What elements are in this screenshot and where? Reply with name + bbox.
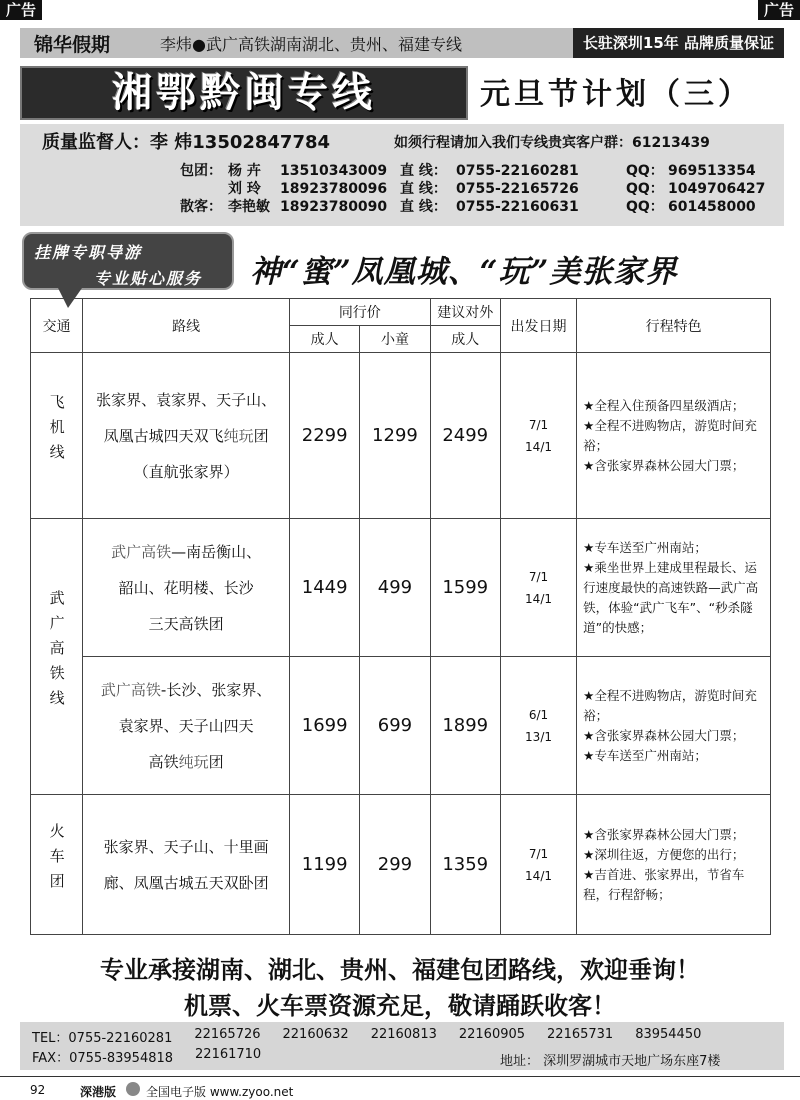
price-adult: 1449 xyxy=(290,519,360,657)
feature-cell xyxy=(577,353,771,519)
fax-main: FAX：0755-83954818 xyxy=(32,1051,174,1066)
feature-item: ★全程入住预备四星级酒店； xyxy=(583,397,745,413)
route-line: 韶山、花明楼、长沙 xyxy=(118,578,254,597)
header-suggested: 建议对外 xyxy=(430,299,500,326)
brand-line: 李炜●武广高铁湖南湖北、贵州、福建专线 xyxy=(160,34,462,54)
promo-line-2: 机票、火车票资源充足，敬请踊跃收客！ xyxy=(184,992,616,1020)
direct-label: 直 线： xyxy=(400,181,447,197)
date-cell xyxy=(500,657,576,795)
tel-number: 83954450 xyxy=(635,1027,702,1042)
price-adult: 1199 xyxy=(290,795,360,935)
contact-phone: 0755-22160281 xyxy=(456,163,579,179)
feature-item: ★全程不进购物店，游览时间充裕； xyxy=(583,687,757,723)
page-title: 湘鄂黔闽专线 xyxy=(112,69,376,116)
price-suggested: 1599 xyxy=(430,519,500,657)
feature-item: ★专车送至广州南站； xyxy=(583,539,707,555)
header-adult-suggested: 成人 xyxy=(430,326,500,353)
route-text: —南岳衡山、 xyxy=(171,542,262,561)
route-highlight: 纯玩 xyxy=(223,426,254,445)
fax-number: 22161710 xyxy=(195,1047,262,1062)
contact-label: 散客： xyxy=(180,199,222,215)
date: 14/1 xyxy=(525,868,552,883)
qq-label: QQ： xyxy=(626,199,664,215)
promo-line-1: 专业承接湖南、湖北、贵州、福建包团路线，欢迎垂询！ xyxy=(100,956,700,984)
price-child: 499 xyxy=(360,519,430,657)
header-child: 小童 xyxy=(360,326,430,353)
contact-grid xyxy=(180,162,788,216)
route-line: 张家界、天子山、十里画 xyxy=(103,837,269,856)
transport-label: 火车团 xyxy=(47,823,66,898)
date: 7/1 xyxy=(528,417,549,432)
footer-contact xyxy=(20,1022,784,1070)
qq-label: QQ： xyxy=(626,163,664,179)
route-line: 袁家界、天子山四天 xyxy=(118,716,254,735)
transport-label: 武广高铁线 xyxy=(47,590,66,715)
route-line: 张家界、袁家界、天子山、 xyxy=(96,390,277,409)
price-suggested: 2499 xyxy=(430,353,500,519)
table-row xyxy=(31,795,771,935)
route-text: 凤凰古城四天双飞 xyxy=(103,426,224,445)
feature-item: ★含张家界森林公园大门票； xyxy=(583,727,745,743)
transport-cell xyxy=(31,795,83,935)
contact-name: 刘 玲 xyxy=(228,181,261,197)
route-line: 三天高铁团 xyxy=(148,614,224,633)
feature-cell xyxy=(577,519,771,657)
date: 6/1 xyxy=(528,707,549,722)
feature-item: ★专车送至广州南站； xyxy=(583,747,707,763)
date-cell xyxy=(500,353,576,519)
header-adult: 成人 xyxy=(290,326,360,353)
route-table xyxy=(30,298,771,935)
title-box xyxy=(20,66,468,120)
date: 13/1 xyxy=(525,729,552,744)
contact-row xyxy=(180,198,788,216)
route-line xyxy=(87,672,285,708)
contact-row xyxy=(180,162,788,180)
tel-number: 22160632 xyxy=(282,1027,349,1042)
date: 14/1 xyxy=(525,591,552,606)
date: 7/1 xyxy=(528,846,549,861)
brand-name: 锦华假期 xyxy=(34,33,111,56)
contact-mobile: 13510343009 xyxy=(280,163,388,179)
tel-number: 22165726 xyxy=(194,1027,261,1042)
transport-cell xyxy=(31,353,83,519)
header-peer-price: 同行价 xyxy=(290,299,431,326)
header-route: 路线 xyxy=(83,299,290,353)
contact-row xyxy=(180,180,788,198)
route-text: -长沙、张家界、 xyxy=(160,680,272,699)
date-cell xyxy=(500,795,576,935)
route-highlight: 武广高铁 xyxy=(100,680,161,699)
guide-bubble xyxy=(22,232,234,290)
route-line: 廊、凤凰古城五天双卧团 xyxy=(103,873,269,892)
transport-cell xyxy=(31,519,83,795)
tel-number: 22160905 xyxy=(458,1027,526,1042)
contact-name: 李艳敏 xyxy=(228,199,270,215)
route-line xyxy=(87,534,285,570)
edition-label: 深港版 xyxy=(80,1085,117,1099)
feature-item: ★吉首进、张家界出，节省车程，行程舒畅； xyxy=(583,866,745,902)
route-text: 团 xyxy=(208,752,224,771)
qq-label: QQ： xyxy=(626,181,664,197)
contact-info xyxy=(20,124,784,226)
holiday-plan: 元旦节计划（三） xyxy=(480,77,752,112)
price-adult: 2299 xyxy=(290,353,360,519)
website-link[interactable]: 全国电子版 www.zyoo.net xyxy=(146,1085,294,1099)
feature-item: ★全程不进购物店，游览时间充裕； xyxy=(583,417,757,453)
ad-label-left: 广告 xyxy=(0,0,42,20)
direct-label: 直 线： xyxy=(400,163,447,179)
contact-mobile: 18923780090 xyxy=(280,199,388,215)
header-date: 出发日期 xyxy=(500,299,576,353)
route-highlight: 武广高铁 xyxy=(111,542,172,561)
tel-main: TEL：0755-22160281 xyxy=(32,1031,173,1046)
price-child: 699 xyxy=(360,657,430,795)
contact-qq: 601458000 xyxy=(668,199,756,215)
zyoo-logo-icon xyxy=(126,1082,140,1096)
feature-item: ★乘坐世界上建成里程最长、运行速度最快的高速铁路—武广高铁，体验“武广飞车”、“秒杀隧道”的快感； xyxy=(583,559,759,635)
route-line: （直航张家界） xyxy=(133,462,239,481)
route-cell xyxy=(83,353,290,519)
table-row xyxy=(31,519,771,657)
contact-phone: 0755-22165726 xyxy=(456,181,579,197)
date-cell xyxy=(500,519,576,657)
date: 14/1 xyxy=(525,439,552,454)
supervisor: 质量监督人：李 炜13502847784 xyxy=(42,132,331,153)
date: 7/1 xyxy=(528,569,549,584)
header-feature: 行程特色 xyxy=(577,299,771,353)
contact-name: 杨 卉 xyxy=(228,163,261,179)
route-line xyxy=(87,744,285,780)
contact-phone: 0755-22160631 xyxy=(456,199,579,215)
address: 地址： 深圳罗湖城市天地广场东座7楼 xyxy=(500,1054,721,1069)
bubble-line-2: 专业贴心服务 xyxy=(94,269,203,288)
price-suggested: 1359 xyxy=(430,795,500,935)
price-suggested: 1899 xyxy=(430,657,500,795)
tel-number: 22165731 xyxy=(547,1027,614,1042)
contact-mobile: 18923780096 xyxy=(280,181,388,197)
tel-number: 22160813 xyxy=(370,1027,437,1042)
page-number: 92 xyxy=(30,1083,46,1097)
group-notice: 如须行程请加入我们专线贵宾客户群：61213439 xyxy=(394,135,710,151)
contact-label xyxy=(180,180,228,198)
price-child: 299 xyxy=(360,795,430,935)
route-line xyxy=(87,418,285,454)
feature-item: ★含张家界森林公园大门票； xyxy=(583,457,745,473)
table-row xyxy=(31,353,771,519)
route-text: 高铁 xyxy=(148,752,179,771)
bubble-line-1: 挂牌专职导游 xyxy=(34,243,143,262)
route-cell xyxy=(83,519,290,657)
route-cell xyxy=(83,795,290,935)
feature-item: ★深圳往返，方便您的出行； xyxy=(583,846,745,862)
feature-cell xyxy=(577,657,771,795)
feature-cell xyxy=(577,795,771,935)
transport-label: 飞机线 xyxy=(47,394,66,469)
direct-label: 直 线： xyxy=(400,199,447,215)
fax-row xyxy=(32,1047,283,1066)
route-text: 团 xyxy=(253,426,269,445)
brand-slogan: 长驻深圳15年 品牌质量保证 xyxy=(573,28,784,58)
route-highlight: 纯玩 xyxy=(178,752,209,771)
feature-item: ★含张家界森林公园大门票； xyxy=(583,826,745,842)
page-footer xyxy=(0,1076,800,1100)
brand-bar xyxy=(20,28,784,58)
price-adult: 1699 xyxy=(290,657,360,795)
contact-qq: 1049706427 xyxy=(668,181,766,197)
contact-label: 包团： xyxy=(180,163,222,179)
table-row xyxy=(31,657,771,795)
price-child: 1299 xyxy=(360,353,430,519)
contact-qq: 969513354 xyxy=(668,163,756,179)
tel-row xyxy=(32,1027,723,1046)
header-transport: 交通 xyxy=(31,299,83,353)
slogan: 神“蜜”凤凰城、“玩”美张家界 xyxy=(250,254,678,290)
route-cell xyxy=(83,657,290,795)
ad-label-right: 广告 xyxy=(758,0,800,20)
